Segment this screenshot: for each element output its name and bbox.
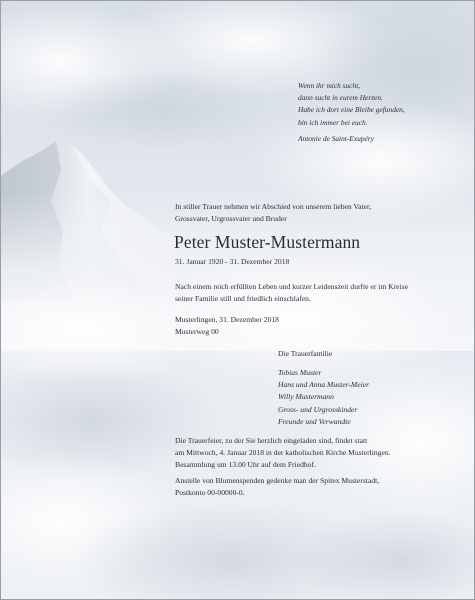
intro-line: Grossvater, Urgrossvater und Bruder bbox=[175, 214, 287, 224]
message-line: seiner Familie still und friedlich einschlafen. bbox=[175, 294, 311, 304]
family-member: Tobias Muster bbox=[278, 368, 322, 377]
message-line: Nach einem reich erfüllten Leben und kurzer Leidenszeit durfte er im Kreise bbox=[175, 282, 408, 291]
quote-author: Antonie de Saint-Exupéry bbox=[298, 133, 374, 143]
quote-line: Wenn ihr mich sucht, bbox=[298, 81, 361, 90]
city-date: Musterlingen, 31. Dezember 2018 bbox=[175, 315, 279, 324]
donation-line: Anstelle von Blumenspenden gedenke man der Spitex Musterstadt, bbox=[175, 476, 380, 485]
text-content bbox=[1, 1, 474, 599]
passing-message bbox=[175, 281, 435, 305]
quote-line: bin ich immer bei euch. bbox=[298, 117, 368, 127]
family-title: Die Trauerfamilie bbox=[278, 349, 333, 358]
donation-info bbox=[175, 475, 435, 499]
quote-line: dann sucht in eurem Herzen. bbox=[298, 93, 383, 103]
family-members-list bbox=[278, 367, 438, 428]
donation-line: Postkonto 00-00000-0. bbox=[175, 488, 245, 498]
place-and-date bbox=[175, 314, 375, 338]
quote-line: Habe ich dort eine Bleibe gefunden, bbox=[298, 105, 405, 115]
family-member: Hans und Anna Muster-Meier bbox=[278, 380, 370, 390]
family-member: Gross- und Urgrosskinder bbox=[278, 404, 358, 414]
street-address: Musterweg 00 bbox=[175, 327, 219, 337]
family-member: Freunde und Verwandte bbox=[278, 416, 351, 426]
deceased-name: Peter Muster-Mustermann bbox=[174, 232, 361, 252]
life-dates: 31. Januar 1920 - 31. Dezember 2018 bbox=[175, 257, 290, 266]
service-line: am Mittwoch, 4. Januar 2018 in der katholischen Kirche Musterlingen. bbox=[175, 448, 391, 458]
intro-line: In stiller Trauer nehmen wir Abschied von unserem lieben Vater, bbox=[175, 202, 372, 211]
service-line: Besammlung um 13.00 Uhr auf dem Friedhof. bbox=[175, 460, 316, 470]
intro-text bbox=[175, 201, 435, 225]
family-member: Willy Mustermann bbox=[278, 392, 334, 402]
quote-block bbox=[298, 80, 468, 145]
funeral-service-info bbox=[175, 435, 455, 472]
service-line: Die Trauerfeier, zu der Sie herzlich eingeladen sind, findet statt bbox=[175, 436, 368, 445]
